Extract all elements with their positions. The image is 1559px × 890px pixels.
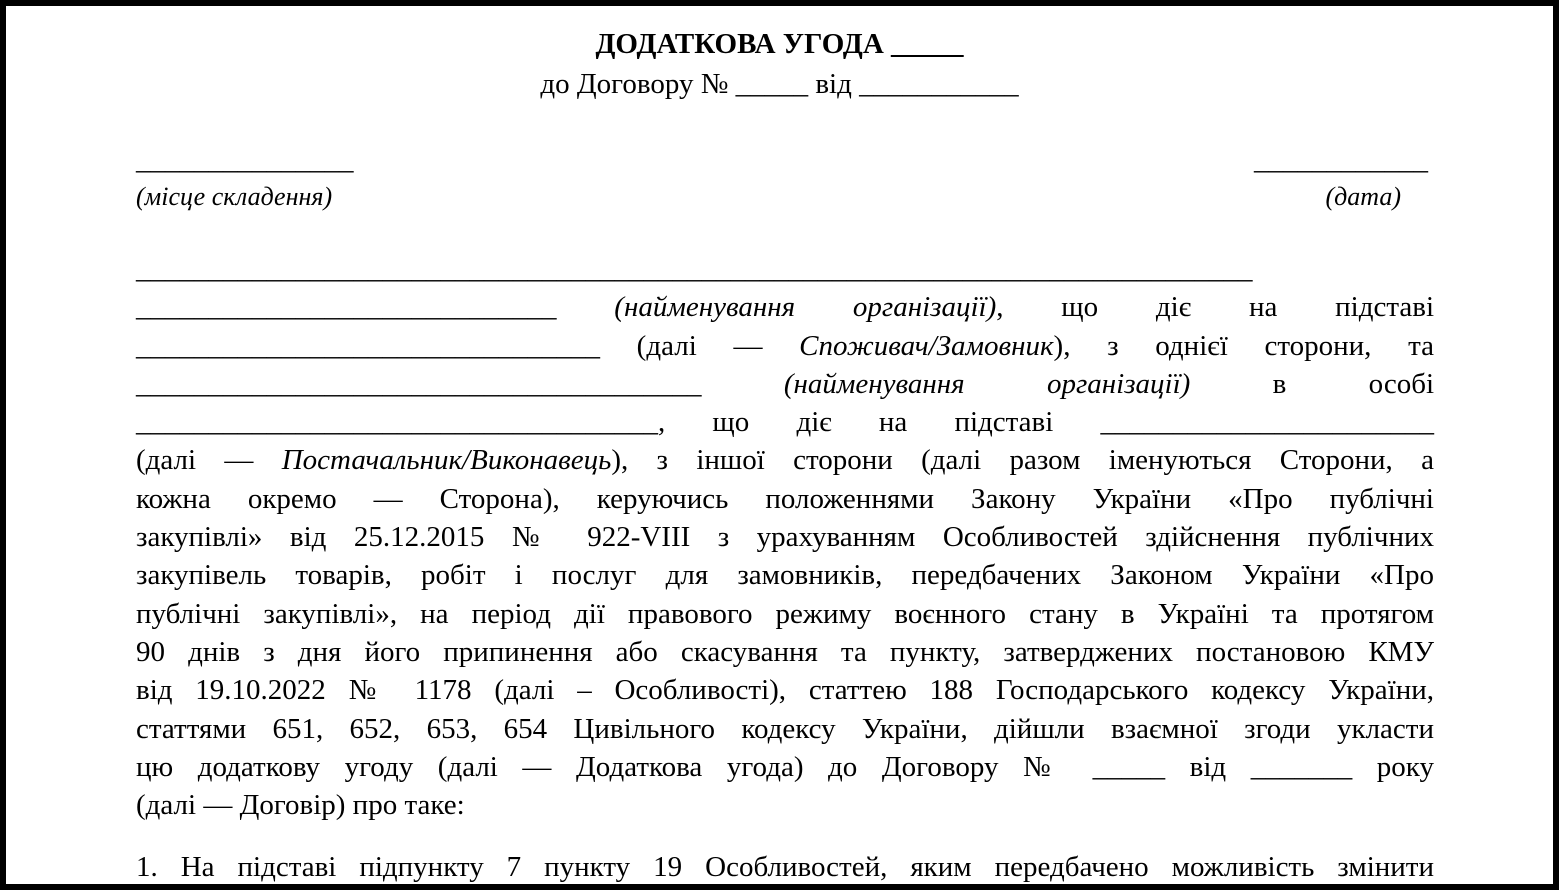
place-blank: _______________ <box>136 144 354 176</box>
preamble-line <box>136 403 1434 441</box>
preamble-line <box>136 365 1434 403</box>
line-text: ), з однієї сторони, та <box>1053 329 1434 362</box>
preamble-line: від 19.10.2022 № 1178 (далі – Особливості), статтею 188 Господарського кодексу України, <box>136 674 1434 707</box>
preamble-line <box>136 288 1434 326</box>
date-caption: (дата) <box>1325 182 1401 211</box>
italic-caption: (найменування організації) <box>614 291 997 324</box>
preamble-line: закупівель товарів, робіт і послуг для замовників, передбачених Законом України «Про <box>136 559 1434 592</box>
italic-caption: (найменування організації) <box>783 367 1191 400</box>
preamble-line <box>136 327 1434 365</box>
preamble-line: публічні закупівлі», на період дії правового режиму воєнного стану в Україні та протягом <box>136 597 1434 630</box>
blank-field: _______________________________________ <box>136 367 702 400</box>
line-text: (далі — <box>136 444 282 477</box>
date-blank: ____________ <box>1254 144 1428 176</box>
preamble-line: 90 днів з дня його припинення або скасування та пункту, затверджених постановою КМУ <box>136 635 1434 668</box>
preamble-line: (далі — Договір) про таке: <box>136 789 465 822</box>
line-text: (далі — <box>600 329 800 362</box>
preamble-line: закупівлі» від 25.12.2015 № 922-VIII з урахуванням Особливостей здійснення публічних <box>136 521 1434 554</box>
preamble-line: цю додаткову угоду (далі — Додаткова угода) до Договору № _____ від _______ року <box>136 750 1434 783</box>
line-text: , що діє на підставі _______________________ <box>658 406 1434 439</box>
line-text: в особі <box>1190 367 1435 400</box>
line-text: ), з іншої сторони (далі разом іменуються Сторони, а <box>611 444 1434 477</box>
party-role: Споживач/Замовник <box>799 329 1054 362</box>
document-subtitle: до Договору № _____ від ___________ <box>540 68 1019 100</box>
preamble-line: _____________________________________________________________________________ <box>136 253 1253 285</box>
preamble-paragraph <box>136 250 1434 824</box>
clause-1: 1. На підставі підпункту 7 пункту 19 Особливостей, яким передбачено можливість змінити <box>136 851 1434 883</box>
place-caption: (місце складення) <box>136 182 333 211</box>
preamble-line <box>136 441 1434 479</box>
line-text: , що діє на підставі <box>996 291 1435 324</box>
party-role: Постачальник/Виконавець <box>281 444 612 477</box>
preamble-line: кожна окремо — Сторона), керуючись положеннями Закону України «Про публічні <box>136 482 1434 515</box>
blank-field: ____________________________________ <box>136 406 658 439</box>
preamble-line: статтями 651, 652, 653, 654 Цивільного кодексу України, дійшли взаємної згоди укласти <box>136 712 1434 745</box>
document-title: ДОДАТКОВА УГОДА _____ <box>595 28 964 60</box>
blank-field: _____________________________ <box>136 291 557 324</box>
blank-field: ________________________________ <box>136 329 600 362</box>
